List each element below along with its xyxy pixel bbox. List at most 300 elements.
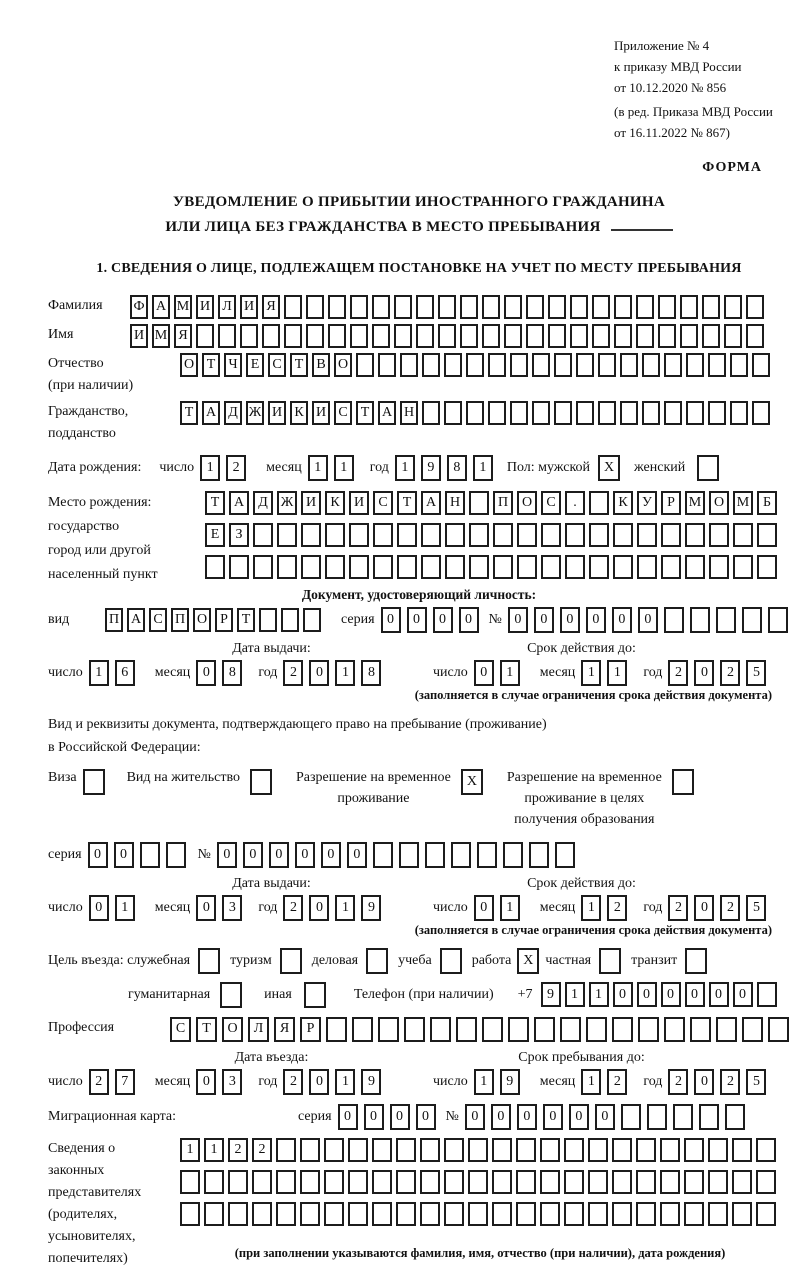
cell: 0: [381, 607, 401, 633]
cell: [205, 555, 225, 579]
birth-place-cells-row1: [205, 491, 781, 515]
stay-year-cells: [668, 1069, 772, 1095]
cell: 2: [89, 1069, 109, 1095]
cell: [218, 324, 236, 348]
identity-expiry-title: Срок действия до:: [527, 640, 636, 656]
cell: [277, 523, 297, 547]
cell: [540, 1138, 560, 1162]
cell: 0: [733, 982, 753, 1007]
cell: [394, 295, 412, 319]
cell: [589, 491, 609, 515]
cell: [444, 353, 462, 377]
cell: [372, 1202, 392, 1226]
migration-card-label: Миграционная карта:: [48, 1109, 177, 1125]
year-label: год: [369, 459, 389, 475]
cell: 0: [543, 1104, 563, 1130]
cell: [456, 1017, 477, 1042]
cell: [589, 555, 609, 579]
cell: [548, 324, 566, 348]
cell: [468, 1202, 488, 1226]
birth-place-cells-row3: [205, 555, 781, 579]
cell: 0: [407, 607, 427, 633]
cell: [400, 353, 418, 377]
option-residence-permit-label: Вид на жительство: [126, 769, 240, 785]
cell: 1: [200, 455, 220, 481]
cell: [756, 1170, 776, 1194]
cell: [445, 523, 465, 547]
cell: Д: [224, 401, 242, 425]
cell: [517, 555, 537, 579]
cell: [420, 1202, 440, 1226]
cell: [430, 1017, 451, 1042]
cell: [451, 842, 471, 868]
cell: [730, 353, 748, 377]
cell: [350, 324, 368, 348]
cell: 1: [335, 895, 355, 921]
cell: К: [325, 491, 345, 515]
purpose-label: Цель въезда: служебная: [48, 952, 191, 968]
identity-kind-cells: [105, 608, 325, 632]
residence-doc-intro: [48, 713, 790, 759]
cell: [598, 353, 616, 377]
cell: 0: [508, 607, 528, 633]
cell: [253, 523, 273, 547]
given-name-row: [48, 324, 790, 348]
cell: [732, 1170, 752, 1194]
cell: [697, 455, 719, 481]
identity-expiry-month-cells: [581, 660, 633, 686]
cell: 2: [226, 455, 246, 481]
representatives-row: [48, 1138, 790, 1270]
cell: [757, 523, 777, 547]
residence-doc-dates: [48, 876, 790, 921]
cell: [229, 555, 249, 579]
cell: [281, 608, 299, 632]
cell: 5: [746, 895, 766, 921]
entry-dates: [48, 1050, 790, 1095]
cell: [516, 1138, 536, 1162]
cell: [752, 353, 770, 377]
identity-expiry-day-cells: [474, 660, 526, 686]
citizenship-label-line2: подданство: [48, 426, 116, 442]
cell: [636, 295, 654, 319]
day-label: число: [433, 899, 468, 915]
given-name-label: Имя: [48, 326, 74, 342]
purpose-study-checkbox: [440, 948, 462, 974]
identity-doc-heading: Документ, удостоверяющий личность:: [301, 586, 537, 602]
cell: [660, 1202, 680, 1226]
cell: [440, 948, 462, 974]
year-label: год: [258, 664, 278, 680]
purpose-tourism-label: туризм: [230, 952, 272, 968]
cell: [416, 295, 434, 319]
cell: [620, 401, 638, 425]
cell: [612, 1017, 633, 1042]
cell: 9: [361, 895, 381, 921]
day-label: число: [433, 664, 468, 680]
identity-issue-year-cells: [283, 660, 387, 686]
identity-issue-date: [48, 660, 405, 686]
cell: [444, 1170, 464, 1194]
cell: 1: [335, 1069, 355, 1095]
cell: [399, 842, 419, 868]
cell: [564, 1202, 584, 1226]
birth-date-row: [48, 455, 790, 481]
cell: [742, 607, 762, 633]
option-temp-residence-education: [507, 767, 694, 830]
cell: 0: [309, 895, 329, 921]
cell: М: [685, 491, 705, 515]
cell: [397, 555, 417, 579]
cell: 0: [338, 1104, 358, 1130]
cell: 0: [89, 895, 109, 921]
cell: 1: [474, 1069, 494, 1095]
cell: [396, 1138, 416, 1162]
cell: Т: [180, 401, 198, 425]
entry-month-cells: [196, 1069, 248, 1095]
cell: 2: [283, 660, 303, 686]
representatives-label: [48, 1138, 180, 1270]
cell: [636, 324, 654, 348]
purpose-work-checkbox: [517, 948, 539, 974]
patronymic-cells: [180, 353, 774, 377]
cell: 3: [222, 895, 242, 921]
residence-issue-date: [48, 895, 405, 921]
year-label: год: [643, 664, 663, 680]
cell: 2: [668, 1069, 688, 1095]
cell: 0: [269, 842, 289, 868]
series-label: серия: [298, 1108, 332, 1124]
identity-expiry-year-cells: [668, 660, 772, 686]
cell: 9: [500, 1069, 520, 1095]
cell: 1: [565, 982, 585, 1007]
cell: [516, 1202, 536, 1226]
cell: [348, 1202, 368, 1226]
cell: Ж: [277, 491, 297, 515]
cell: С: [149, 608, 167, 632]
cell: 2: [720, 895, 740, 921]
residence-doc-intro-line1: Вид и реквизиты документа, подтверждающего право на пребывание (проживание): [48, 716, 547, 732]
cell: [529, 842, 549, 868]
cell: [166, 842, 186, 868]
cell: [300, 1170, 320, 1194]
cell: [348, 1138, 368, 1162]
month-label: месяц: [539, 899, 576, 915]
cell: [685, 555, 705, 579]
cell: О: [709, 491, 729, 515]
birth-date-label: Дата рождения:: [48, 459, 142, 475]
cell: [612, 1170, 632, 1194]
stay-date-col: [433, 1050, 790, 1095]
cell: [397, 523, 417, 547]
cell: [504, 295, 522, 319]
year-label: год: [643, 899, 663, 915]
cell: [724, 324, 742, 348]
cell: [325, 523, 345, 547]
identity-issue-col: [48, 641, 405, 686]
year-label: год: [258, 1073, 278, 1089]
cell: С: [541, 491, 561, 515]
cell: [526, 295, 544, 319]
cell: 8: [222, 660, 242, 686]
birth-place-cells-row2: [205, 523, 781, 547]
cell: 0: [637, 982, 657, 1007]
entry-year-cells: [283, 1069, 387, 1095]
month-label: месяц: [539, 664, 576, 680]
identity-number-cells: [508, 607, 794, 633]
cell: И: [240, 295, 258, 319]
cell: Р: [300, 1017, 321, 1042]
option-visa: [48, 767, 105, 795]
patronymic-label-line2: (при наличии): [48, 377, 134, 393]
cell: [421, 523, 441, 547]
cell: [620, 353, 638, 377]
cell: [684, 1202, 704, 1226]
cell: [349, 523, 369, 547]
option-temp-residence-education-label-line: получения образования: [514, 811, 655, 827]
cell: [180, 1170, 200, 1194]
cell: М: [733, 491, 753, 515]
cell: 0: [295, 842, 315, 868]
cell: [540, 1170, 560, 1194]
identity-series-cells: [381, 607, 485, 633]
cell: 9: [361, 1069, 381, 1095]
cell: [564, 1138, 584, 1162]
cell: [510, 353, 528, 377]
cell: Ф: [130, 295, 148, 319]
identity-doc-dates: [48, 641, 790, 686]
cell: [686, 353, 704, 377]
entry-day-cells: [89, 1069, 141, 1095]
cell: [699, 1104, 719, 1130]
cell: [468, 1170, 488, 1194]
day-label: число: [433, 1073, 468, 1089]
stay-day-cells: [474, 1069, 526, 1095]
citizenship-label-line1: Гражданство,: [48, 404, 129, 420]
cell: И: [130, 324, 148, 348]
cell: [613, 555, 633, 579]
cell: [708, 1170, 728, 1194]
residence-issue-month-cells: [196, 895, 248, 921]
cell: 0: [586, 607, 606, 633]
cell: В: [312, 353, 330, 377]
cell: 1: [581, 895, 601, 921]
representatives-label-line: попечителях): [48, 1250, 128, 1266]
cell: 1: [589, 982, 609, 1007]
cell: 1: [395, 455, 415, 481]
cell: 1: [89, 660, 109, 686]
cell: [768, 607, 788, 633]
cell: 0: [243, 842, 263, 868]
cell: [642, 401, 660, 425]
cell: [664, 1017, 685, 1042]
cell: 5: [746, 1069, 766, 1095]
residence-number-cells: [217, 842, 581, 868]
identity-doc-footnote: (заполняется в случае ограничения срока действия документа): [414, 687, 772, 702]
patronymic-label-line1: Отчество: [48, 355, 104, 371]
cell: [276, 1202, 296, 1226]
option-temp-residence-education-checkbox: [672, 769, 694, 795]
option-temp-residence-label: [296, 767, 451, 809]
cell: [576, 401, 594, 425]
cell: [466, 401, 484, 425]
cell: К: [290, 401, 308, 425]
edition-line: от 16.11.2022 № 867): [614, 125, 731, 141]
cell: Н: [400, 401, 418, 425]
cell: [548, 295, 566, 319]
cell: 0: [196, 895, 216, 921]
purpose-other-label: иная: [264, 986, 292, 1002]
cell: [438, 324, 456, 348]
cell: [586, 1017, 607, 1042]
option-temp-residence-label-line: проживание: [337, 790, 410, 806]
cell: [658, 324, 676, 348]
cell: К: [613, 491, 633, 515]
residence-series-cells: [88, 842, 192, 868]
representatives-label-line: Сведения о: [48, 1140, 116, 1156]
cell: [416, 324, 434, 348]
cell: И: [268, 401, 286, 425]
cell: [642, 353, 660, 377]
birth-place-label: [48, 491, 205, 587]
cell: П: [105, 608, 123, 632]
cell: 0: [321, 842, 341, 868]
cell: [647, 1104, 667, 1130]
cell: [664, 401, 682, 425]
cell: 0: [694, 1069, 714, 1095]
cell: [276, 1170, 296, 1194]
option-visa-label: Виза: [48, 769, 77, 785]
cell: И: [312, 401, 330, 425]
cell: [684, 1138, 704, 1162]
cell: [284, 324, 302, 348]
cell: [373, 555, 393, 579]
cell: .: [565, 491, 585, 515]
option-residence-permit: [127, 767, 272, 795]
cell: [488, 353, 506, 377]
cell: [685, 948, 707, 974]
cell: Ж: [246, 401, 264, 425]
number-label: №: [488, 611, 502, 627]
cell: [576, 353, 594, 377]
cell: [680, 324, 698, 348]
cell: [492, 1138, 512, 1162]
representatives-label-line: представителях: [48, 1184, 142, 1200]
cell: [373, 523, 393, 547]
cell: [422, 353, 440, 377]
cell: [324, 1202, 344, 1226]
cell: 1: [334, 455, 354, 481]
cell: А: [202, 401, 220, 425]
stay-date: [433, 1069, 790, 1095]
cell: 0: [416, 1104, 436, 1130]
sex-male-label: Пол: мужской: [506, 459, 591, 475]
cell: 1: [500, 660, 520, 686]
cell: 0: [613, 982, 633, 1007]
cell: [532, 401, 550, 425]
cell: [422, 401, 440, 425]
phone-prefix: +7: [517, 986, 533, 1002]
appendix-line: к приказу МВД России: [614, 58, 742, 74]
cell: М: [152, 324, 170, 348]
cell: [709, 555, 729, 579]
cell: [746, 324, 764, 348]
cell: [469, 523, 489, 547]
cell: [396, 1170, 416, 1194]
cell: 0: [474, 660, 494, 686]
cell: 0: [347, 842, 367, 868]
year-label: год: [643, 1073, 663, 1089]
cell: [636, 1138, 656, 1162]
cell: [482, 324, 500, 348]
cell: 8: [447, 455, 467, 481]
cell: 2: [668, 660, 688, 686]
birth-year-cells: [395, 455, 499, 481]
cell: [420, 1170, 440, 1194]
cell: [444, 1202, 464, 1226]
cell: [328, 295, 346, 319]
cell: [752, 401, 770, 425]
citizenship-label: [48, 401, 180, 444]
cell: П: [493, 491, 513, 515]
cell: [560, 1017, 581, 1042]
birth-place-row: [48, 491, 790, 587]
cell: 0: [465, 1104, 485, 1130]
cell: [708, 1138, 728, 1162]
cell: [589, 523, 609, 547]
given-name-cells: [130, 324, 768, 348]
purpose-humanitarian-label: гуманитарная: [128, 986, 211, 1002]
cell: [732, 1138, 752, 1162]
cell: [477, 842, 497, 868]
cell: А: [229, 491, 249, 515]
cell: 0: [309, 660, 329, 686]
form-title-line1: УВЕДОМЛЕНИЕ О ПРИБЫТИИ ИНОСТРАННОГО ГРАЖДАНИНА: [172, 193, 665, 210]
cell: 1: [473, 455, 493, 481]
cell: [228, 1202, 248, 1226]
cell: Ч: [224, 353, 242, 377]
purpose-tourism-checkbox: [280, 948, 302, 974]
cell: Т: [290, 353, 308, 377]
identity-expiry-date: [433, 660, 790, 686]
cell: 2: [228, 1138, 248, 1162]
cell: [444, 401, 462, 425]
purpose-private-checkbox: [599, 948, 621, 974]
profession-row: [48, 1017, 790, 1042]
sex-female-checkbox: [697, 455, 719, 481]
cell: И: [301, 491, 321, 515]
purpose-row2: [48, 982, 790, 1008]
cell: 2: [607, 1069, 627, 1095]
cell: [466, 353, 484, 377]
cell: [378, 353, 396, 377]
cell: [516, 1170, 536, 1194]
cell: [250, 769, 272, 795]
cell: X: [461, 769, 483, 795]
cell: 1: [335, 660, 355, 686]
cell: [614, 324, 632, 348]
cell: [372, 1138, 392, 1162]
cell: [680, 295, 698, 319]
residence-issue-year-cells: [283, 895, 387, 921]
cell: [660, 1138, 680, 1162]
cell: 0: [474, 895, 494, 921]
cell: [690, 607, 710, 633]
surname-row: [48, 295, 790, 319]
cell: [724, 295, 742, 319]
cell: [756, 1138, 776, 1162]
cell: [570, 324, 588, 348]
